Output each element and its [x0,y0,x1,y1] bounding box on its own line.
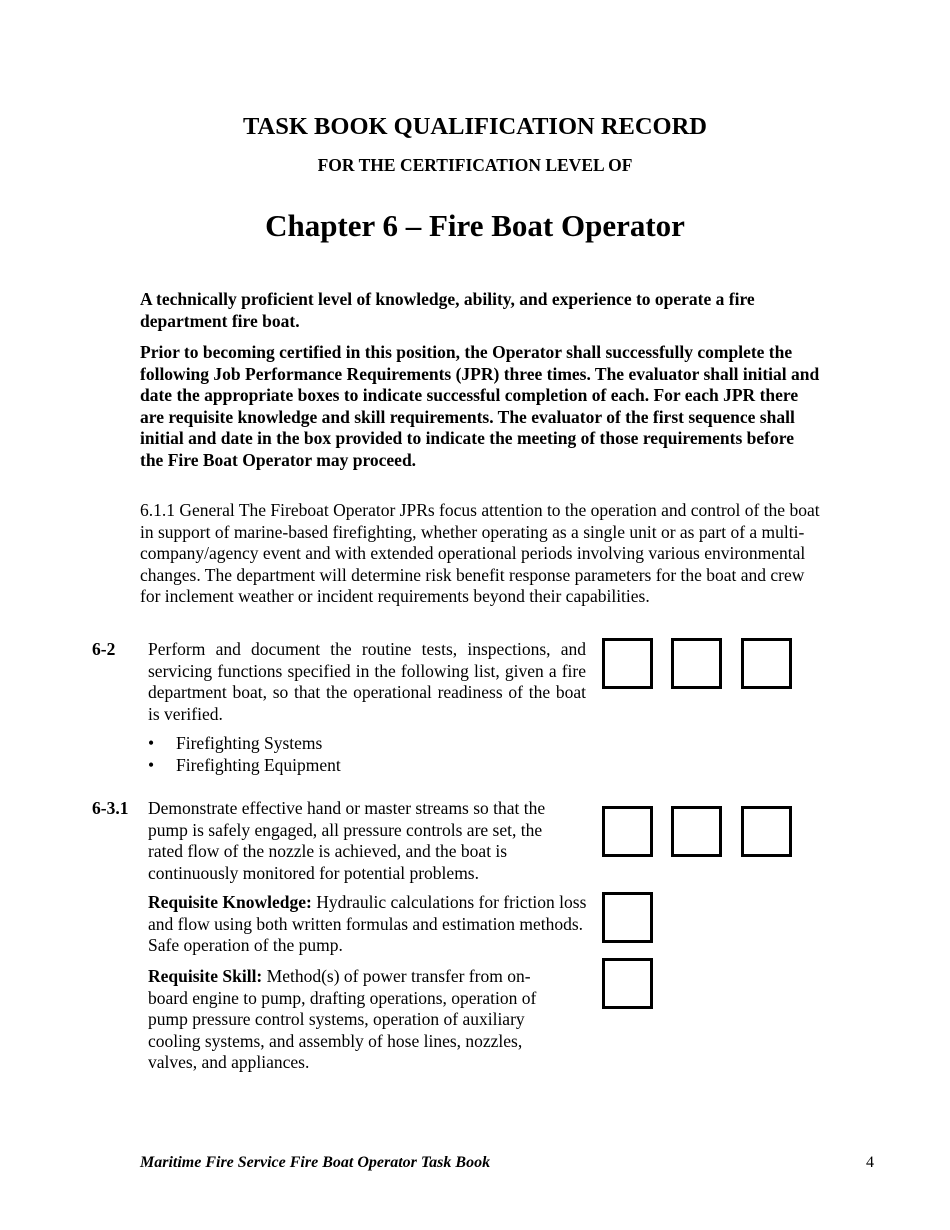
jpr-description: Perform and document the routine tests, inspections, and servicing functions specified in the following list, given a fire department boat, so that the operational readiness of the boat is verified. [148,639,586,724]
general-section: 6.1.1 General The Fireboat Operator JPRs focus attention to the operation and control of the boat in support of marine-based firefighting, whether operating as a single unit or as part of a multi-company/agency event and with extended operational periods involving various environmental changes. The department will determine risk benefit response parameters for the boat and crew for inclement weather or incident requirements beyond their capabilities. [140,500,820,607]
evaluator-signoff-box-3[interactable] [741,806,792,857]
requisite-knowledge-text: Hydraulic calculations for friction loss and flow using both written formulas and estimation methods. Safe operation of the pump. [148,892,587,956]
evaluator-signoff-box-3[interactable] [741,638,792,689]
requisite-knowledge [148,892,588,957]
certification-instructions: Prior to becoming certified in this position, the Operator shall successfully complete the following Job Performance Requirements (JPR) three times. The evaluator shall initial and date the appropriate boxes to indicate successful completion of each. For each JPR there are requisite knowledge and skill requirements. The evaluator of the first sequence shall initial and date in the box provided to indicate the meeting of those requirements before the Fire Boat Operator may proceed. [140,342,820,470]
page-title: TASK BOOK QUALIFICATION RECORD [243,113,707,140]
requisite-skill-label: Requisite Skill: [148,966,263,986]
page-subtitle: FOR THE CERTIFICATION LEVEL OF [317,155,633,175]
evaluator-signoff-box-2[interactable] [671,638,722,689]
jpr-bullet-list [148,733,341,776]
jpr-number: 6-3.1 [92,798,129,818]
list-item: • Firefighting Systems [148,733,341,755]
footer-book-title: Maritime Fire Service Fire Boat Operator Task Book [140,1154,491,1171]
knowledge-signoff-box[interactable] [602,892,653,943]
requisite-skill-text: Method(s) of power transfer from on-board engine to pump, drafting operations, operation of pump pressure control systems, operation of auxiliary cooling systems, and assembly of hose lines, nozzles, valves, and appliances. [148,966,537,1073]
list-item: • Firefighting Equipment [148,755,341,777]
skill-signoff-box[interactable] [602,958,653,1009]
evaluator-signoff-box-2[interactable] [671,806,722,857]
evaluator-signoff-box-1[interactable] [602,638,653,689]
requisite-skill [148,966,568,1074]
position-description: A technically proficient level of knowledge, ability, and experience to operate a fire department fire boat. [140,289,755,331]
requisite-knowledge-label: Requisite Knowledge: [148,892,312,912]
page-number: 4 [866,1154,874,1171]
jpr-description: Demonstrate effective hand or master streams so that the pump is safely engaged, all pressure controls are set, the rated flow of the nozzle is achieved, and the boat is continuously monitored for potential problems. [148,798,546,883]
jpr-number: 6-2 [92,639,116,659]
chapter-title: Chapter 6 – Fire Boat Operator [265,208,685,243]
evaluator-signoff-box-1[interactable] [602,806,653,857]
